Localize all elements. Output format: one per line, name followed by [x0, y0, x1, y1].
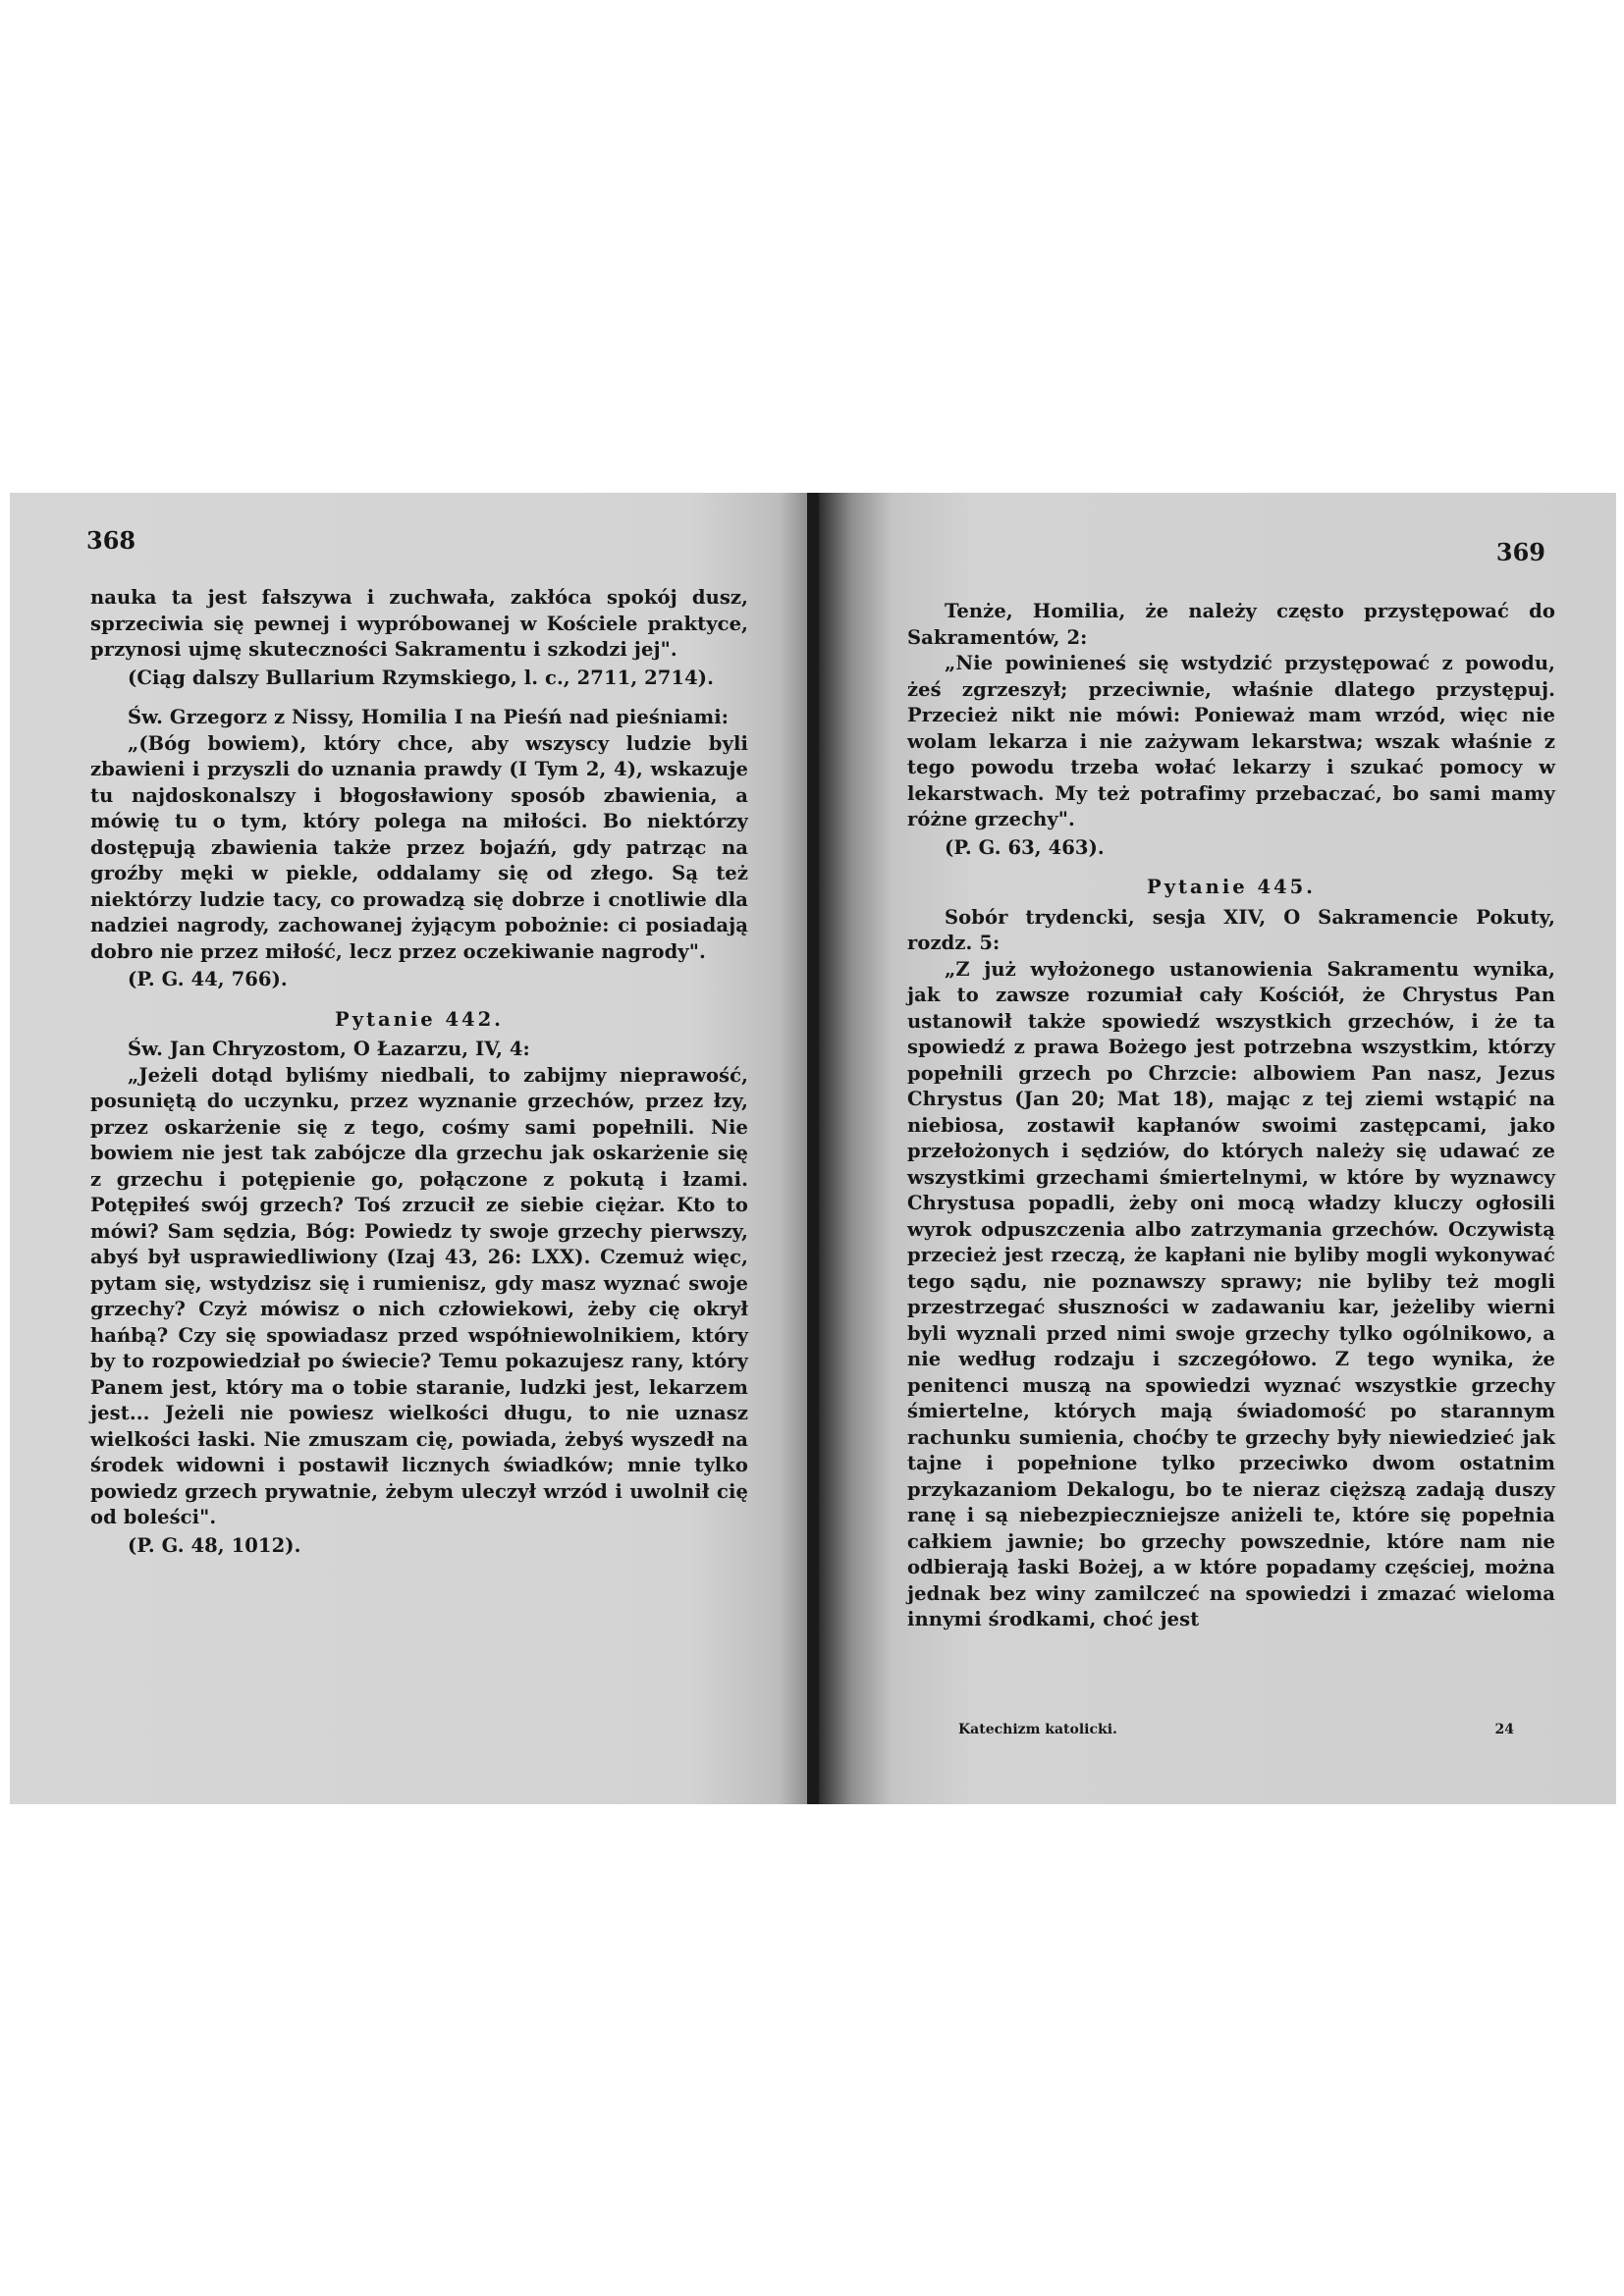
citation: (P. G. 48, 1012). — [128, 1533, 301, 1557]
citation: (P. G. 63, 463). — [945, 835, 1105, 859]
page-number: 369 — [1495, 538, 1545, 566]
right-page — [811, 493, 1616, 1804]
text-column — [907, 599, 1555, 1633]
book-gutter — [807, 493, 819, 1804]
footer-book-title: Katechizm katolicki. — [958, 1722, 1117, 1737]
paragraph: „Nie powinieneś się wstydzić przystępować z powodu, żeś zgrzeszył; przeciwnie, właśnie dlatego przystępuj. Przecież nikt nie mówi: Ponieważ mam wrzód, więc nie wolam lekarza i nie zażywam lekarstwa; wszak właśnie z tego powodu trzeba wołać lekarzy i szukać pomocy w lekarstwach. My też potrafimy przebaczać, bo sami mamy różne grzechy". — [907, 652, 1555, 830]
book-spread — [10, 493, 1616, 1804]
paragraph: Tenże, Homilia, że należy często przystępować do Sakramentów, 2: — [907, 600, 1555, 649]
paragraph: „Jeżeli dotąd byliśmy niedbali, to zabijmy nieprawość, posuniętą do uczynku, przez wyznanie grzechów, przez łzy, przez oskarżenie się z tego, cośmy sami popełnili. Nie bowiem nie jest tak zabójcze dla grzechu jak oskarżenie się z grzechu i potępienie go, połączone z pokutą i łzami. Potępiłeś swój grzech? Toś zrzucił ze siebie ciężar. Kto to mówi? Sam sędzia, Bóg: Powiedz ty swoje grzechy pierwszy, abyś był usprawiedliwiony (Izaj 43, 26: LXX). Czemuż więc, pytam się, wstydzisz się i rumienisz, gdy masz wyznać swoje grzechy? Czyż mówisz o nich człowiekowi, żeby cię okrył hańbą? Czy się spowiadasz przed współniewolnikiem, który by to rozpowiedział po świecie? Temu pokazujesz rany, który Panem jest, który ma o tobie staranie, ludzki jest, lekarzem jest... Jeżeli nie powiesz wielkości długu, to nie uznasz wielkości łaski. Nie zmuszam cię, powiada, żebyś wyszedł na środek widowni i postawił licznych świadków; mnie tylko powiedz grzech prywatnie, żebym uleczył wrzód i uwolnił cię od boleści". — [90, 1063, 748, 1528]
paragraph: Św. Grzegorz z Nissy, Homilia I na Pieśń nad pieśniami: — [128, 706, 730, 728]
text-column — [90, 585, 748, 1573]
footer-signature: 24 — [1494, 1722, 1514, 1737]
paragraph: nauka ta jest fałszywa i zuchwała, zakłóca spokój dusz, sprzeciwia się pewnej i wypróbowanej w Kościele praktyce, przynosi ujmę skuteczności Sakramentu i szkodzi jej". — [90, 586, 748, 661]
paragraph: Sobór trydencki, sesja XIV, O Sakramencie Pokuty, rozdz. 5: — [907, 905, 1555, 954]
citation: (Ciąg dalszy Bullarium Rzymskiego, l. c., 2711, 2714). — [128, 666, 714, 689]
paragraph: „(Bóg bowiem), który chce, aby wszyscy ludzie byli zbawieni i przyszli do uznania prawdy (I Tym 2, 4), wskazuje tu najdoskonalszy i błogosławiony sposób zbawienia, a mówię tu o tym, który polega na miłości. Bo niektórzy dostępują zbawienia także przez bojaźń, gdy patrząc na groźby męki w piekle, oddalamy się od złego. Są też niektórzy ludzie tacy, co prowadzą się dobrze i cnotliwie dla nadziei nagrody, zachowanej żyjącym pobożnie: ci posiadają dobro nie przez miłość, lecz przez oczekiwanie nagrody". — [90, 731, 748, 963]
question-heading: Pytanie 445. — [1147, 876, 1316, 898]
paragraph: Św. Jan Chryzostom, O Łazarzu, IV, 4: — [128, 1038, 530, 1060]
question-heading: Pytanie 442. — [335, 1007, 504, 1031]
left-page — [10, 493, 811, 1804]
paragraph: „Z już wyłożonego ustanowienia Sakramentu wynika, jak to zawsze rozumiał cały Kościół, że Chrystus Pan ustanowił także spowiedź wszystkich grzechów, i że ta spowiedź z prawa Bożego jest potrzebna wszystkim, którzy popełnili grzech po Chrzcie: albowiem Pan nasz, Jezus Chrystus (Jan 20; Mat 18), mając z tej ziemi wstąpić na niebiosa, zostawił kapłanów swoimi zastępcami, jako przełożonych i sędziów, do których należy się udawać ze wszystkimi grzechami śmiertelnymi, w które by wyznawcy Chrystusa popadli, żeby oni mocą władzy kluczy ogłosili wyrok odpuszczenia albo zatrzymania grzechów. Oczywistą przecież jest rzeczą, że kapłani nie byliby mogli wykonywać tego sądu, nie poznawszy sprawy; nie byliby też mogli przestrzegać słuszności w zadawaniu kar, jeżeliby wierni byli wyznali przed nimi swoje grzechy tylko ogólnikowo, a nie według rodzaju i szczegółowo. Z tego wynika, że penitenci muszą na spowiedzi wyznać wszystkie grzechy śmiertelne, których mają świadomość po starannym rachunku sumienia, choćby te grzechy były niewiedzieć jak tajne i popełnione tylko przeciwko dwom ostatnim przykazaniom Dekalogu, bo te nieraz cięższą zadają duszy ranę i są niebezpieczniejsze aniżeli te, które się popełnia całkiem jawnie; bo grzechy powszednie, które nam nie odbierają łaski Bożej, a w które popadamy częściej, można jednak bez winy zamilczeć na spowiedzi i zmazać wieloma innymi środkami, choć jest — [907, 957, 1555, 1630]
citation: (P. G. 44, 766). — [128, 968, 288, 990]
page-number: 368 — [86, 526, 136, 555]
